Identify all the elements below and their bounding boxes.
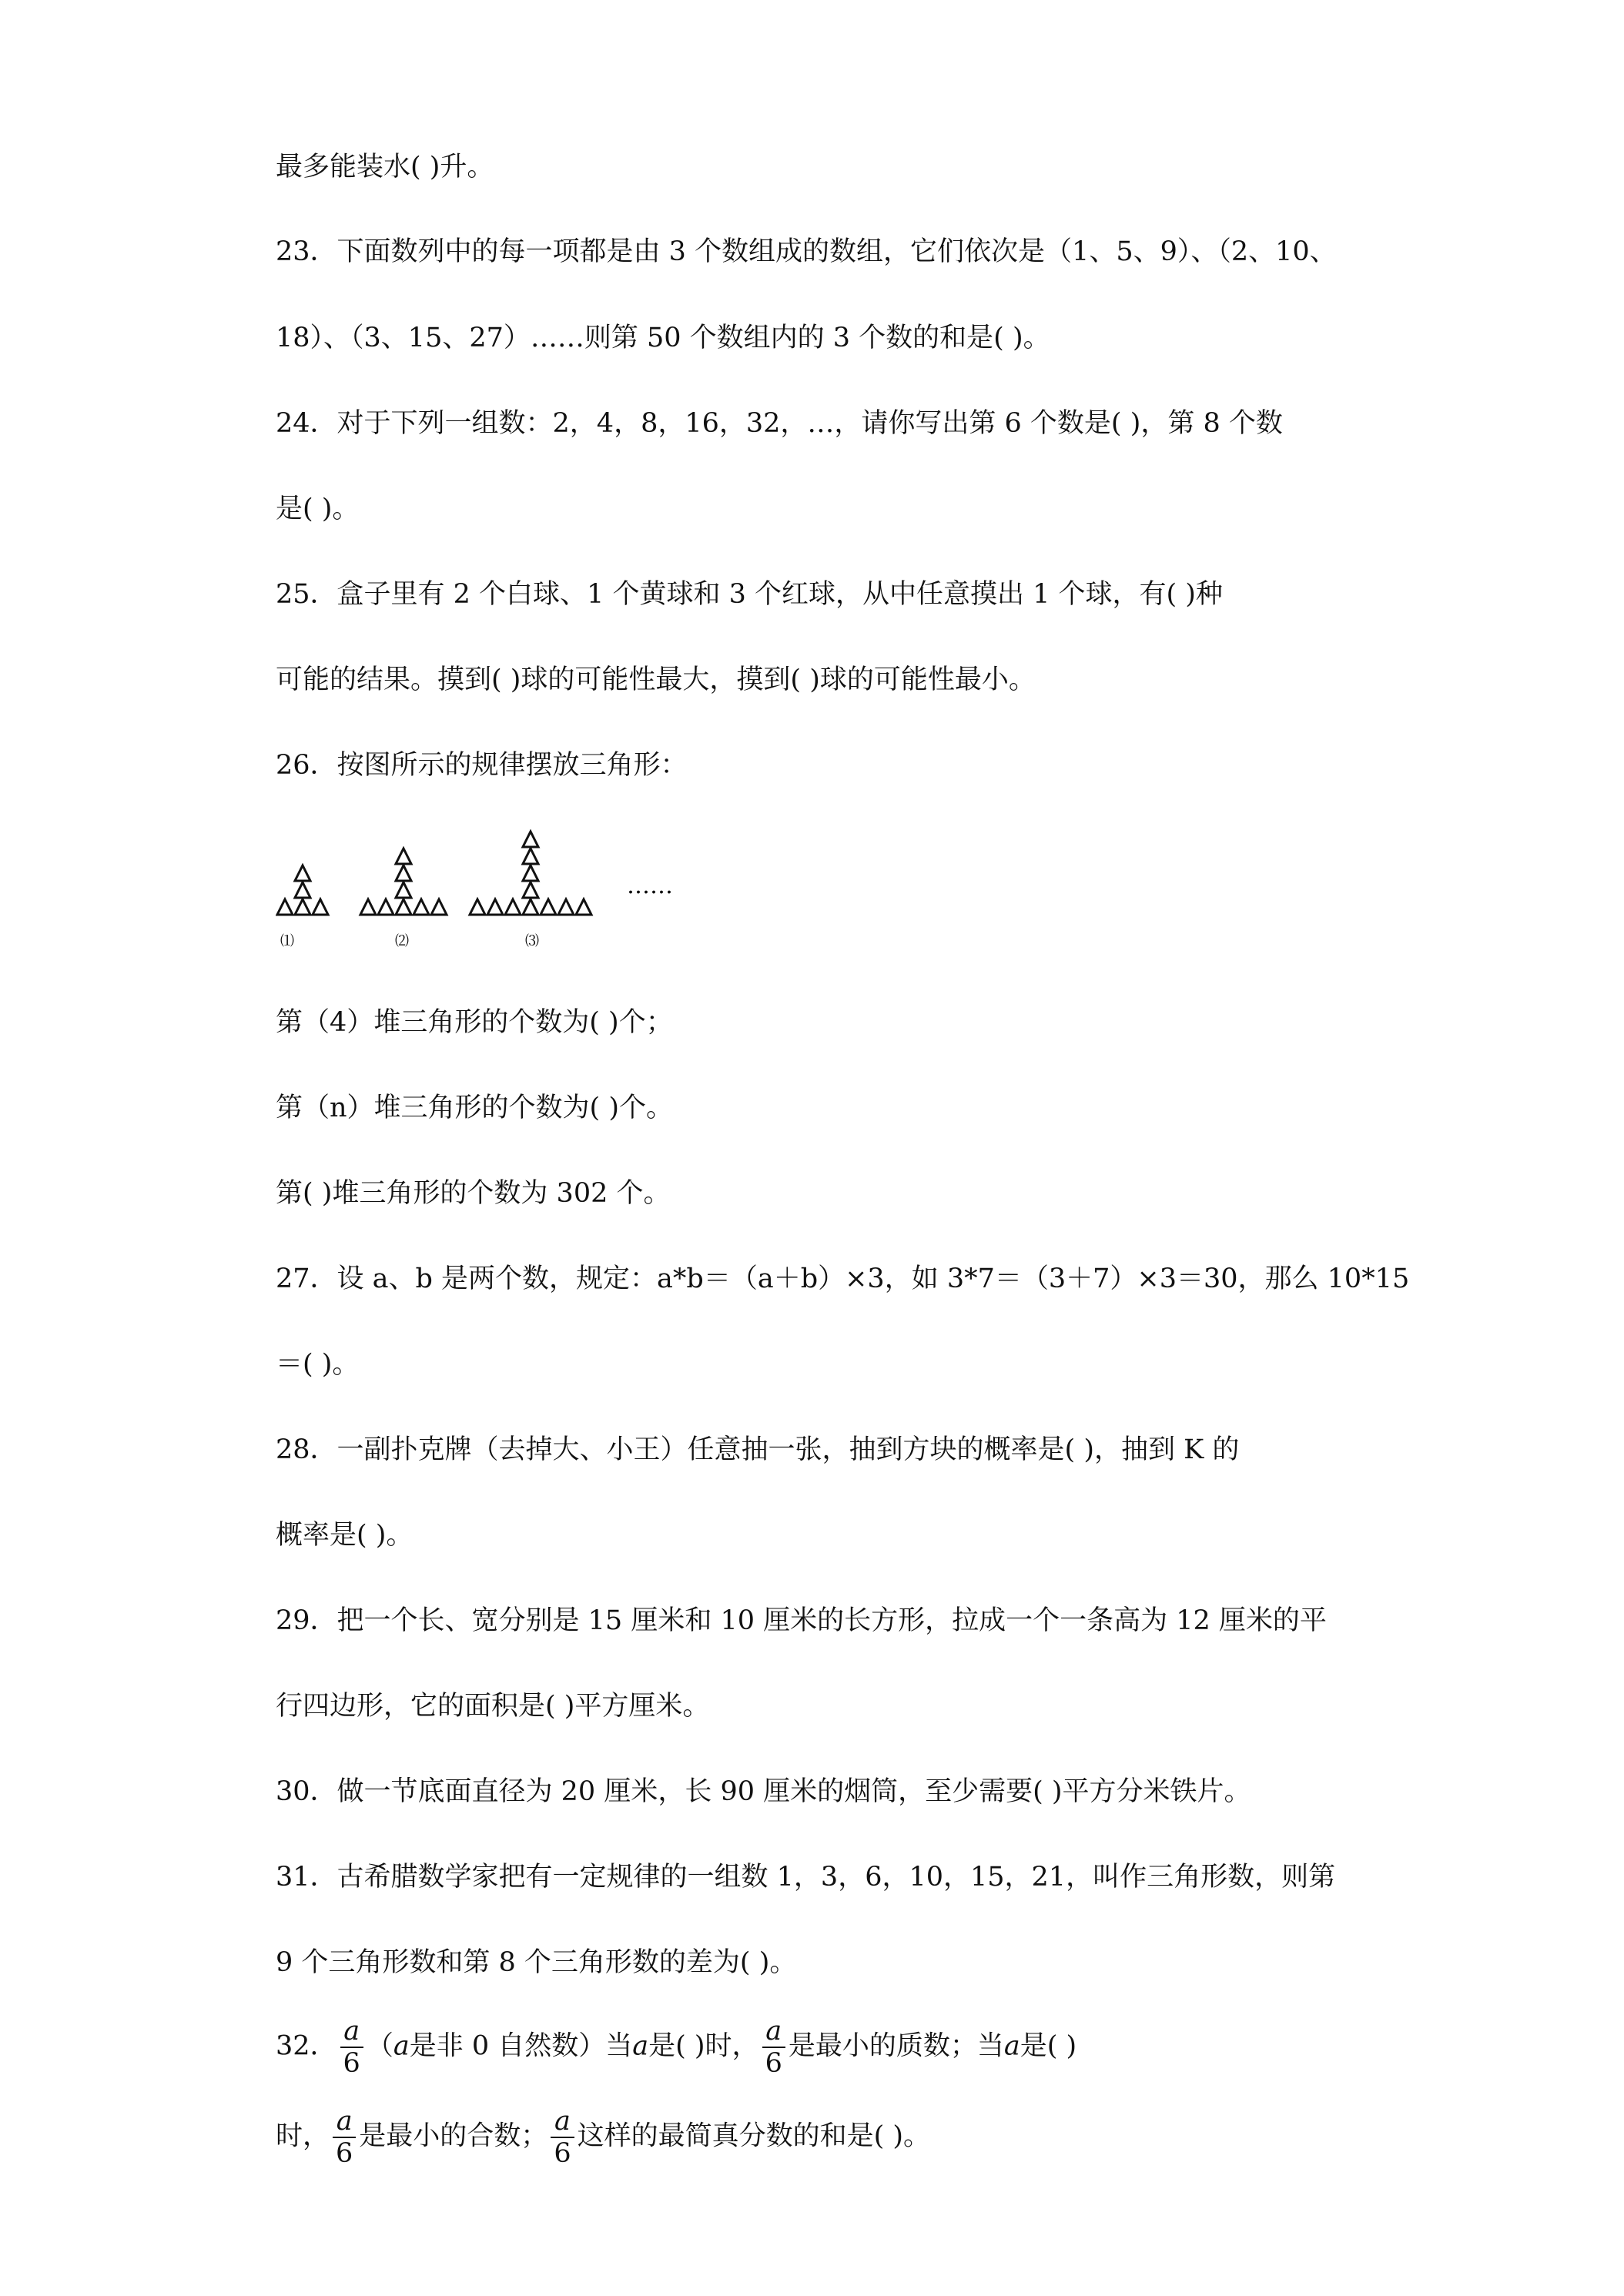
question-29-line1: 29．把一个长、宽分别是 15 厘米和 10 厘米的长方形，拉成一个一条高为 12 厘米的平 bbox=[276, 1605, 1327, 1636]
fraction-a-over-6: $\frac{a}{6}$ bbox=[551, 2106, 574, 2169]
question-31-line2: 9 个三角形数和第 8 个三角形数的差为( )。 bbox=[276, 1947, 797, 1978]
triangle-icon bbox=[295, 865, 310, 881]
triangle-icon bbox=[541, 899, 556, 915]
triangle-icon bbox=[396, 899, 411, 915]
triangle-icon bbox=[576, 899, 591, 915]
triangle-icon bbox=[523, 832, 538, 847]
figure-ellipsis: …… bbox=[627, 872, 673, 899]
triangle-icon bbox=[487, 899, 503, 915]
triangle-icon bbox=[378, 899, 393, 915]
question-24-line1: 24．对于下列一组数：2，4，8，16，32，…，请你写出第 6 个数是( )，第 8 个数 bbox=[276, 408, 1283, 439]
triangle-icon bbox=[470, 899, 485, 915]
fraction-a-over-6: $\frac{a}{6}$ bbox=[762, 2016, 785, 2079]
question-27-line2: ＝( )。 bbox=[276, 1349, 360, 1380]
triangle-icon bbox=[396, 848, 411, 864]
triangle-icon bbox=[396, 865, 411, 881]
triangle-pattern-figure bbox=[276, 815, 707, 953]
question-25-line2: 可能的结果。摸到( )球的可能性最大，摸到( )球的可能性最小。 bbox=[276, 664, 1036, 695]
triangle-icon bbox=[360, 899, 376, 915]
question-32-line2: 时， $\frac{a}{6}$ 是最小的合数； $\frac{a}{6}$ 这样的最简真分数的和是( )。 bbox=[276, 2106, 931, 2169]
triangle-icon bbox=[396, 882, 411, 898]
question-28-line2: 概率是( )。 bbox=[276, 1520, 414, 1551]
triangle-icon bbox=[523, 899, 538, 915]
question-number: 32． bbox=[276, 2030, 337, 2062]
question-26-part3: 第( )堆三角形的个数为 302 个。 bbox=[276, 1178, 671, 1209]
triangle-icon bbox=[523, 848, 538, 864]
text-line: 最多能装水( )升。 bbox=[276, 152, 494, 182]
question-26-part2: 第（n）堆三角形的个数为( )个。 bbox=[276, 1093, 673, 1123]
question-25-line1: 25．盒子里有 2 个白球、1 个黄球和 3 个红球，从中任意摸出 1 个球，有( )种 bbox=[276, 579, 1223, 610]
triangle-icon bbox=[431, 899, 447, 915]
question-24-line2: 是( )。 bbox=[276, 494, 360, 524]
triangle-icon bbox=[414, 899, 429, 915]
fraction-a-over-6: $\frac{a}{6}$ bbox=[333, 2106, 356, 2169]
question-27-line1: 27．设 a、b 是两个数，规定：a*b＝（a＋b）×3，如 3*7＝（3＋7）×3＝30，那么 10*15 bbox=[276, 1263, 1410, 1294]
question-26-title: 26．按图所示的规律摆放三角形： bbox=[276, 750, 688, 781]
question-26-part1: 第（4）堆三角形的个数为( )个； bbox=[276, 1007, 673, 1038]
triangle-stacks bbox=[277, 832, 591, 915]
figure-label-2: ⑵ bbox=[395, 933, 409, 949]
triangle-icon bbox=[558, 899, 574, 915]
triangle-icon bbox=[295, 882, 310, 898]
triangle-icon bbox=[505, 899, 521, 915]
triangle-icon bbox=[523, 865, 538, 881]
question-29-line2: 行四边形，它的面积是( )平方厘米。 bbox=[276, 1691, 710, 1722]
figure-label-1: ⑴ bbox=[280, 933, 294, 949]
triangle-icon bbox=[523, 882, 538, 898]
triangle-icon bbox=[295, 899, 310, 915]
triangle-icon bbox=[313, 899, 328, 915]
question-30: 30．做一节底面直径为 20 厘米，长 90 厘米的烟筒，至少需要( )平方分米铁片。 bbox=[276, 1776, 1251, 1807]
figure-label-3: ⑶ bbox=[525, 933, 539, 949]
question-31-line1: 31．古希腊数学家把有一定规律的一组数 1，3，6，10，15，21，叫作三角形数，则第 bbox=[276, 1862, 1336, 1893]
question-32-line1: 32． $\frac{a}{6}$ （a是非 0 自然数）当a是( )时， $\frac{a}{6}$ 是最小的质数；当a是( ) bbox=[276, 2016, 1077, 2079]
fraction-a-over-6: $\frac{a}{6}$ bbox=[340, 2016, 363, 2079]
question-23-line2: 18）、（3、15、27）……则第 50 个数组内的 3 个数的和是( )。 bbox=[276, 323, 1050, 353]
triangle-icon bbox=[277, 899, 293, 915]
question-23-line1: 23．下面数列中的每一项都是由 3 个数组成的数组，它们依次是（1、5、9）、（2、10、 bbox=[276, 236, 1337, 267]
question-28-line1: 28．一副扑克牌（去掉大、小王）任意抽一张，抽到方块的概率是( )，抽到 K 的 bbox=[276, 1434, 1240, 1465]
